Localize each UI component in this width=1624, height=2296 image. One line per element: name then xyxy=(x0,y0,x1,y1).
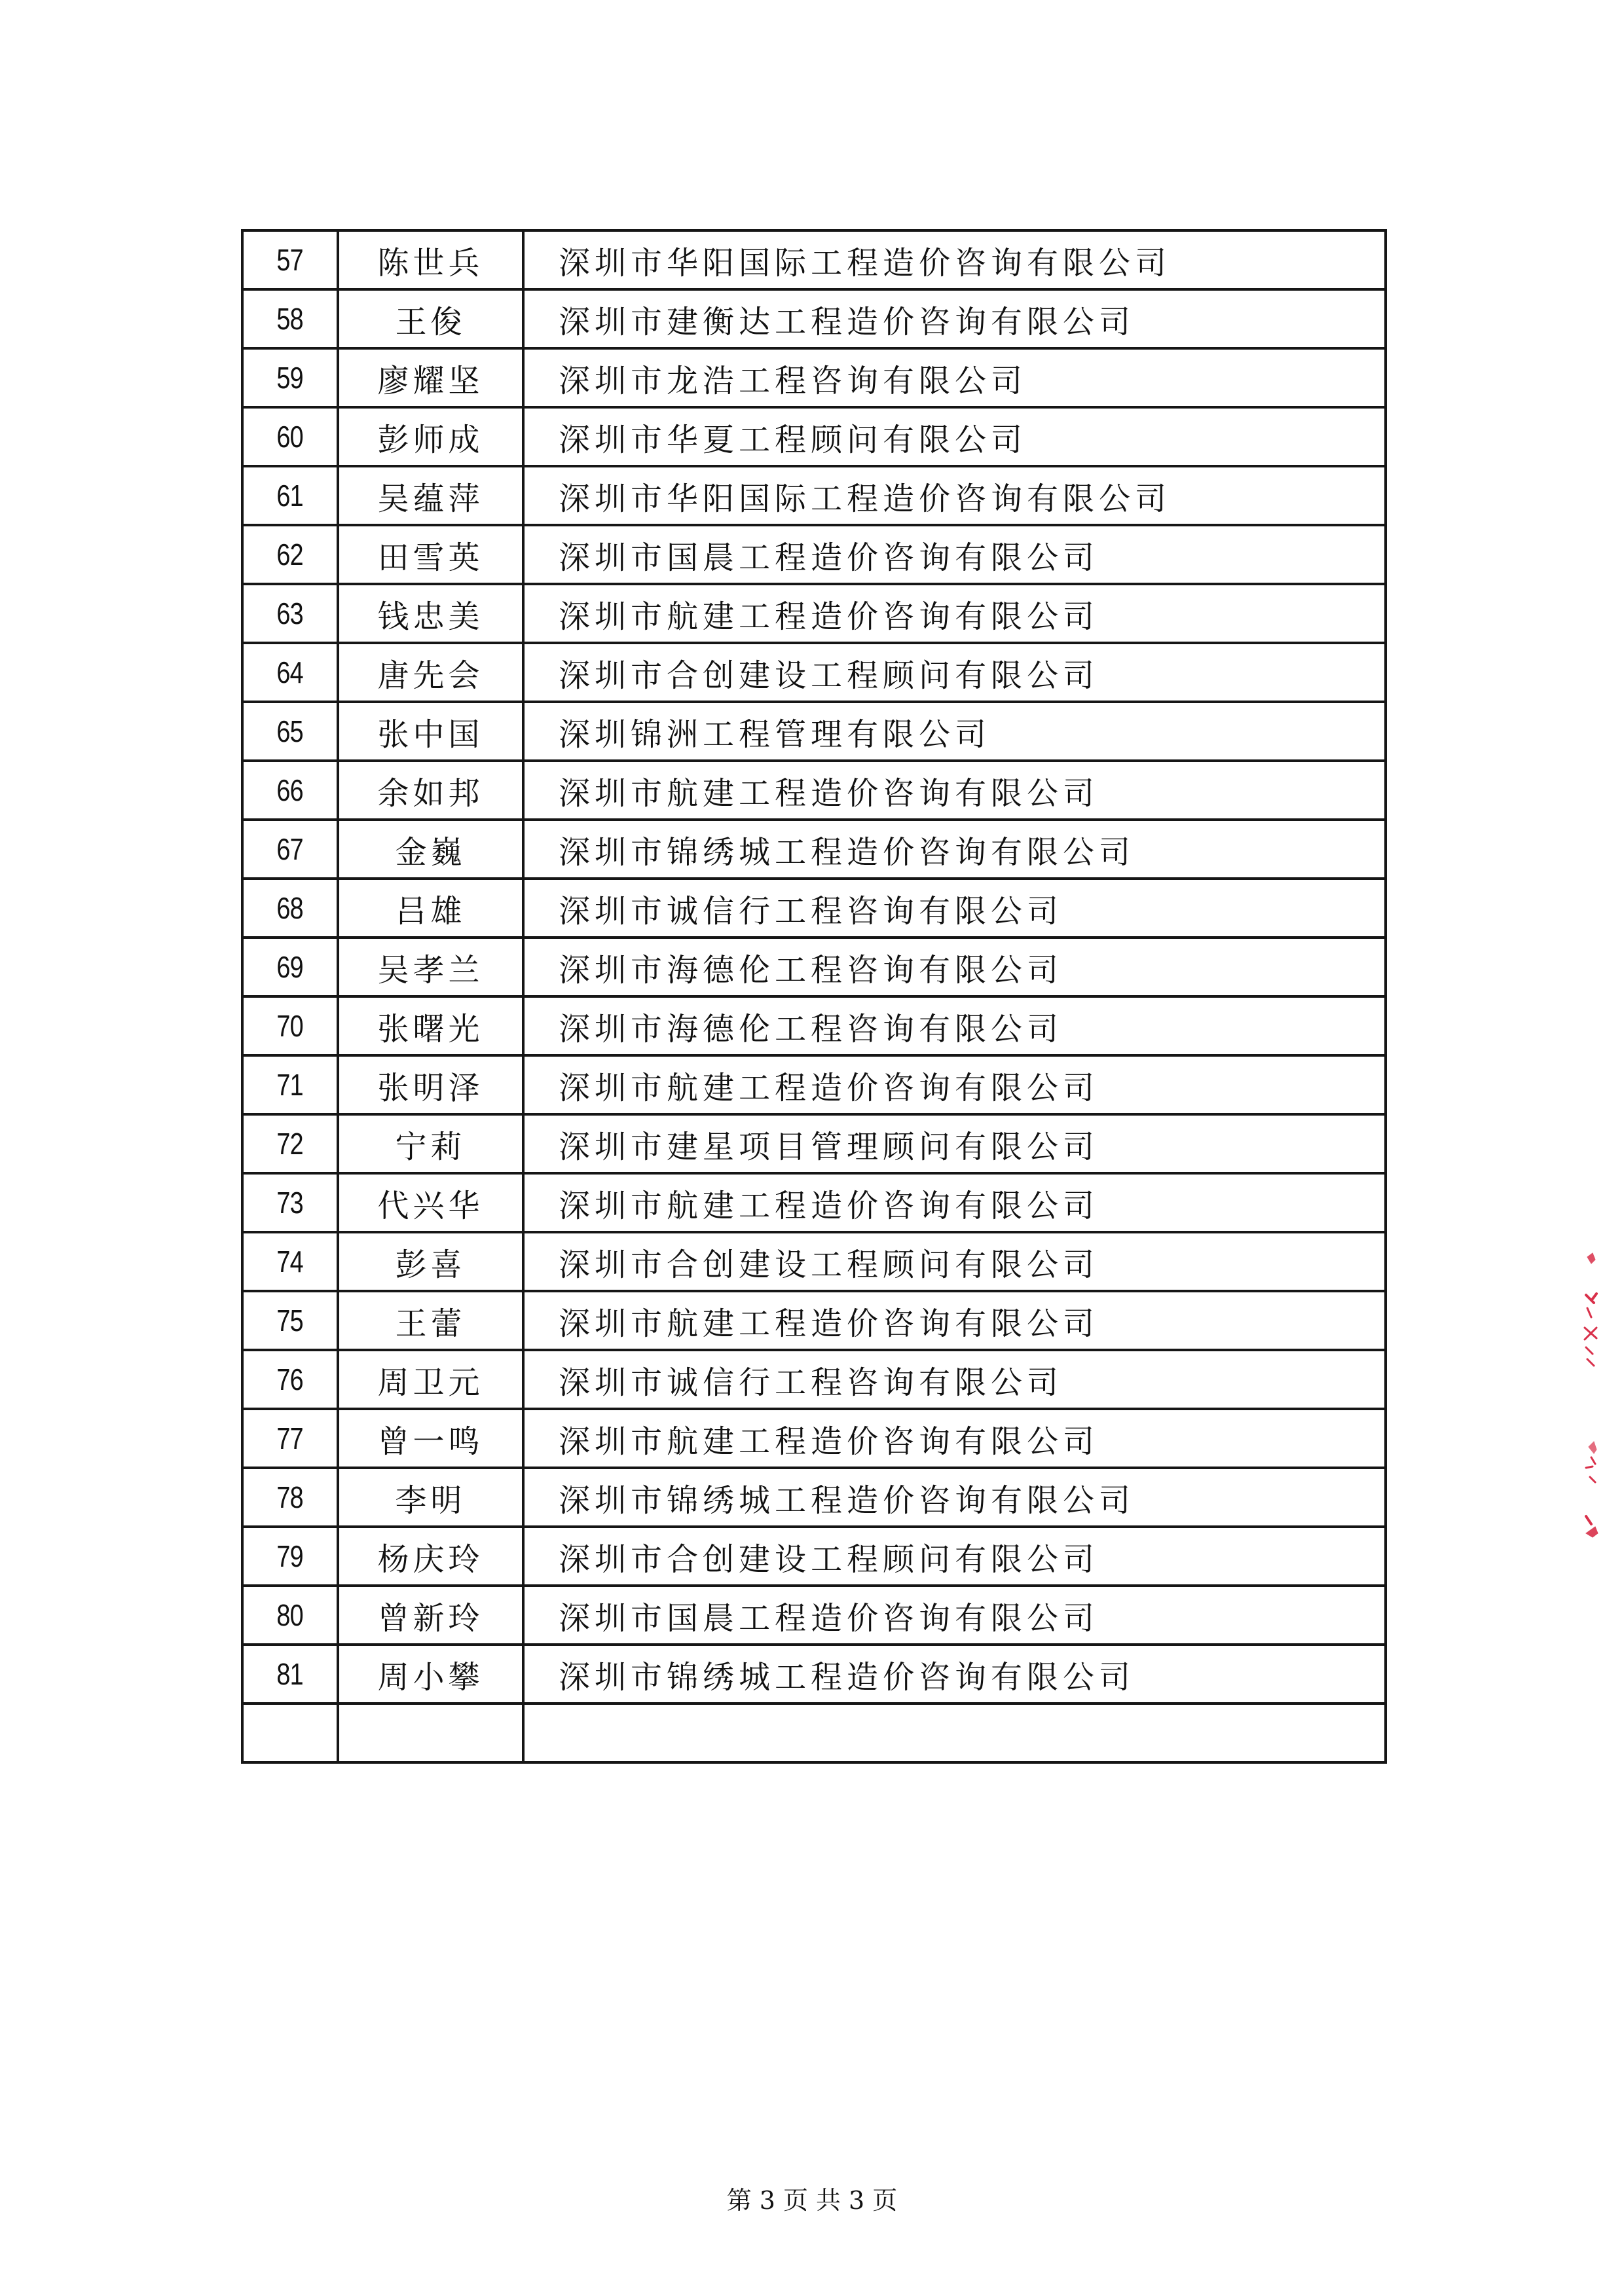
person-name: 周小攀 xyxy=(338,1645,523,1704)
table-row xyxy=(242,584,1386,643)
row-number: 76 xyxy=(242,1350,338,1409)
company-name: 深圳市锦绣城工程造价咨询有限公司 xyxy=(523,1645,1386,1704)
row-number: 68 xyxy=(242,879,338,938)
table-row xyxy=(242,1586,1386,1645)
row-number: 61 xyxy=(242,466,338,525)
row-number: 73 xyxy=(242,1173,338,1232)
person-name: 代兴华 xyxy=(338,1173,523,1232)
company-name: 深圳市航建工程造价咨询有限公司 xyxy=(523,761,1386,820)
company-name: 深圳市海德伦工程咨询有限公司 xyxy=(523,996,1386,1055)
company-name: 深圳锦洲工程管理有限公司 xyxy=(523,702,1386,761)
company-name: 深圳市国晨工程造价咨询有限公司 xyxy=(523,1586,1386,1645)
company-name: 深圳市合创建设工程顾问有限公司 xyxy=(523,1527,1386,1586)
row-number: 60 xyxy=(242,407,338,466)
company-name: 深圳市合创建设工程顾问有限公司 xyxy=(523,643,1386,702)
empty-table-row xyxy=(242,1704,1386,1762)
company-name: 深圳市航建工程造价咨询有限公司 xyxy=(523,1173,1386,1232)
person-name: 李明 xyxy=(338,1468,523,1527)
person-name: 彭喜 xyxy=(338,1232,523,1291)
person-name: 吴孝兰 xyxy=(338,938,523,996)
table-row xyxy=(242,643,1386,702)
person-name: 张明泽 xyxy=(338,1055,523,1114)
page-footer xyxy=(0,2180,1624,2216)
current-page-number: 3 xyxy=(759,2186,775,2215)
person-name: 廖耀坚 xyxy=(338,348,523,407)
table-row xyxy=(242,1409,1386,1468)
row-number: 78 xyxy=(242,1468,338,1527)
total-page-count: 3 xyxy=(849,2186,865,2215)
company-name: 深圳市华阳国际工程造价咨询有限公司 xyxy=(523,466,1386,525)
row-number: 77 xyxy=(242,1409,338,1468)
footer-total-suffix: 页 xyxy=(872,2186,898,2215)
table-row xyxy=(242,1055,1386,1114)
person-name: 陈世兵 xyxy=(338,230,523,289)
table-row xyxy=(242,525,1386,584)
person-name: 曾一鸣 xyxy=(338,1409,523,1468)
table-row xyxy=(242,407,1386,466)
footer-total-prefix: 共 xyxy=(816,2186,841,2215)
table-row xyxy=(242,1114,1386,1173)
table-row xyxy=(242,466,1386,525)
row-number: 62 xyxy=(242,525,338,584)
person-name: 唐先会 xyxy=(338,643,523,702)
company-name: 深圳市国晨工程造价咨询有限公司 xyxy=(523,525,1386,584)
row-number: 70 xyxy=(242,996,338,1055)
company-name: 深圳市锦绣城工程造价咨询有限公司 xyxy=(523,1468,1386,1527)
table-row xyxy=(242,938,1386,996)
row-number: 57 xyxy=(242,230,338,289)
company-name xyxy=(523,1704,1386,1762)
person-name: 金巍 xyxy=(338,820,523,879)
company-name: 深圳市建星项目管理顾问有限公司 xyxy=(523,1114,1386,1173)
company-name: 深圳市华阳国际工程造价咨询有限公司 xyxy=(523,230,1386,289)
company-name: 深圳市航建工程造价咨询有限公司 xyxy=(523,1409,1386,1468)
table-row xyxy=(242,348,1386,407)
person-name: 田雪英 xyxy=(338,525,523,584)
company-name: 深圳市诚信行工程咨询有限公司 xyxy=(523,879,1386,938)
table-row xyxy=(242,996,1386,1055)
row-number: 59 xyxy=(242,348,338,407)
roster-table xyxy=(241,229,1387,1764)
row-number: 67 xyxy=(242,820,338,879)
table-row xyxy=(242,1468,1386,1527)
table-row xyxy=(242,230,1386,289)
table-row xyxy=(242,820,1386,879)
footer-prefix: 第 xyxy=(726,2186,752,2215)
person-name: 王蕾 xyxy=(338,1291,523,1350)
company-name: 深圳市航建工程造价咨询有限公司 xyxy=(523,1291,1386,1350)
row-number: 65 xyxy=(242,702,338,761)
person-name: 吴蕴萍 xyxy=(338,466,523,525)
table-row xyxy=(242,1350,1386,1409)
row-number: 80 xyxy=(242,1586,338,1645)
person-name: 曾新玲 xyxy=(338,1586,523,1645)
table-row xyxy=(242,879,1386,938)
company-name: 深圳市海德伦工程咨询有限公司 xyxy=(523,938,1386,996)
company-name: 深圳市合创建设工程顾问有限公司 xyxy=(523,1232,1386,1291)
table-row xyxy=(242,1291,1386,1350)
person-name: 周卫元 xyxy=(338,1350,523,1409)
person-name: 彭师成 xyxy=(338,407,523,466)
company-name: 深圳市建衡达工程造价咨询有限公司 xyxy=(523,289,1386,348)
person-name: 杨庆玲 xyxy=(338,1527,523,1586)
row-number: 58 xyxy=(242,289,338,348)
person-name: 余如邦 xyxy=(338,761,523,820)
row-number: 74 xyxy=(242,1232,338,1291)
row-number: 63 xyxy=(242,584,338,643)
row-number: 81 xyxy=(242,1645,338,1704)
footer-page-word: 页 xyxy=(783,2186,808,2215)
person-name: 张曙光 xyxy=(338,996,523,1055)
row-number: 79 xyxy=(242,1527,338,1586)
row-number xyxy=(242,1704,338,1762)
table-row xyxy=(242,1232,1386,1291)
person-name: 钱忠美 xyxy=(338,584,523,643)
company-name: 深圳市锦绣城工程造价咨询有限公司 xyxy=(523,820,1386,879)
person-name: 张中国 xyxy=(338,702,523,761)
table-row xyxy=(242,1527,1386,1586)
company-name: 深圳市龙浩工程咨询有限公司 xyxy=(523,348,1386,407)
row-number: 72 xyxy=(242,1114,338,1173)
person-name: 宁莉 xyxy=(338,1114,523,1173)
person-name: 王俊 xyxy=(338,289,523,348)
table-row xyxy=(242,761,1386,820)
row-number: 71 xyxy=(242,1055,338,1114)
person-name xyxy=(338,1704,523,1762)
table-row xyxy=(242,702,1386,761)
roster-table-body xyxy=(242,230,1386,1762)
row-number: 69 xyxy=(242,938,338,996)
table-row xyxy=(242,289,1386,348)
seal-stamp-fragment-icon xyxy=(1578,1231,1604,1539)
company-name: 深圳市航建工程造价咨询有限公司 xyxy=(523,584,1386,643)
person-name: 吕雄 xyxy=(338,879,523,938)
table-row xyxy=(242,1645,1386,1704)
row-number: 66 xyxy=(242,761,338,820)
row-number: 64 xyxy=(242,643,338,702)
table-row xyxy=(242,1173,1386,1232)
company-name: 深圳市航建工程造价咨询有限公司 xyxy=(523,1055,1386,1114)
company-name: 深圳市诚信行工程咨询有限公司 xyxy=(523,1350,1386,1409)
company-name: 深圳市华夏工程顾问有限公司 xyxy=(523,407,1386,466)
row-number: 75 xyxy=(242,1291,338,1350)
